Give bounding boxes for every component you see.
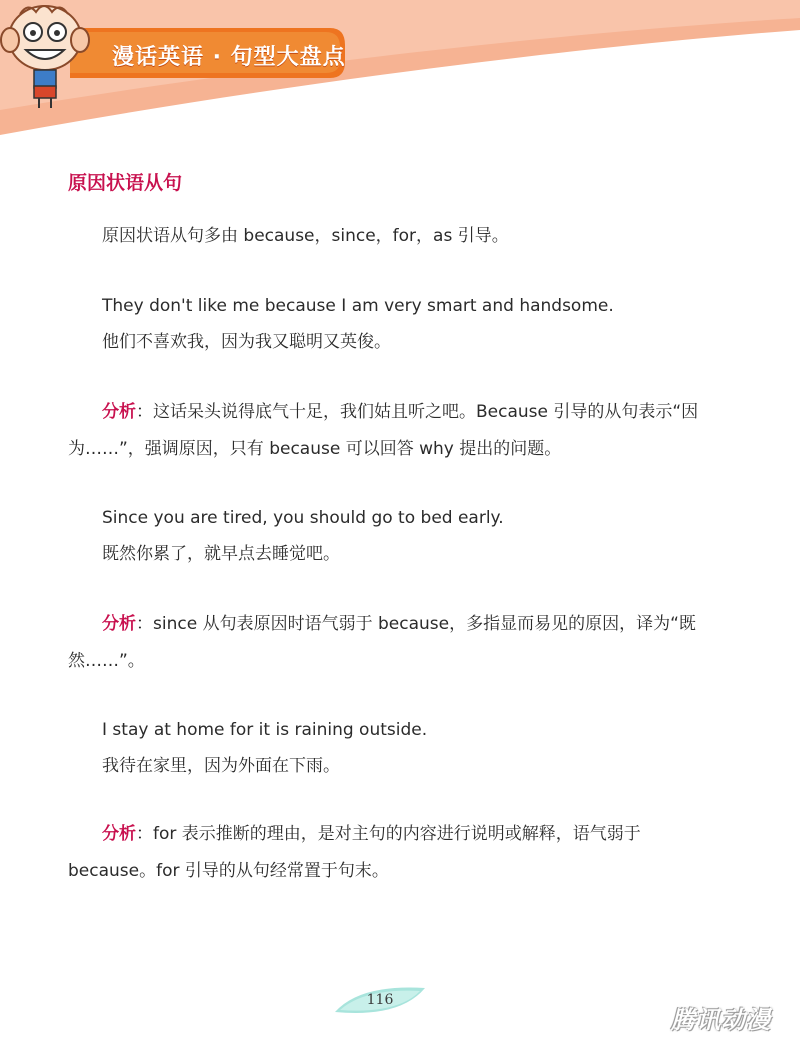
mascot-icon [0,0,90,110]
analysis-2 [68,606,718,680]
analysis-2-text: ：since 从句表原因时语气弱于 because，多指显而易见的原因，译为“既然……”。 [68,614,696,671]
analysis-label: 分析 [102,824,136,844]
watermark-text: 腾讯动漫 [671,1006,771,1034]
watermark [656,1000,786,1040]
page-number-badge [330,980,430,1020]
analysis-3 [68,816,718,890]
analysis-1 [68,394,718,468]
example-2-chinese: 既然你累了，就早点去睡觉吧。 [102,544,340,564]
example-1-chinese: 他们不喜欢我，因为我又聪明又英俊。 [102,332,391,352]
example-2-english: Since you are tired, you should go to bed early. [102,508,504,528]
page-number: 116 [366,992,394,1008]
example-1-english: They don't like me because I am very smart and handsome. [102,296,614,316]
analysis-1-text: ：这话呆头说得底气十足，我们姑且听之吧。Because 引导的从句表示“因为……”，强调原因，只有 because 可以回答 why 提出的问题。 [68,402,699,459]
example-3-chinese: 我待在家里，因为外面在下雨。 [102,756,340,776]
analysis-3-text: ：for 表示推断的理由，是对主句的内容进行说明或解释，语气弱于 because。for 引导的从句经常置于句末。 [68,824,641,881]
brand-title: 漫话英语 · 句型大盘点 [112,45,346,70]
analysis-label: 分析 [102,614,136,634]
section-title: 原因状语从句 [68,172,183,194]
analysis-label: 分析 [102,402,136,422]
example-3-english: I stay at home for it is raining outside. [102,720,428,740]
page-header [0,0,800,140]
intro-paragraph: 原因状语从句多由 because，since，for，as 引导。 [102,226,509,246]
